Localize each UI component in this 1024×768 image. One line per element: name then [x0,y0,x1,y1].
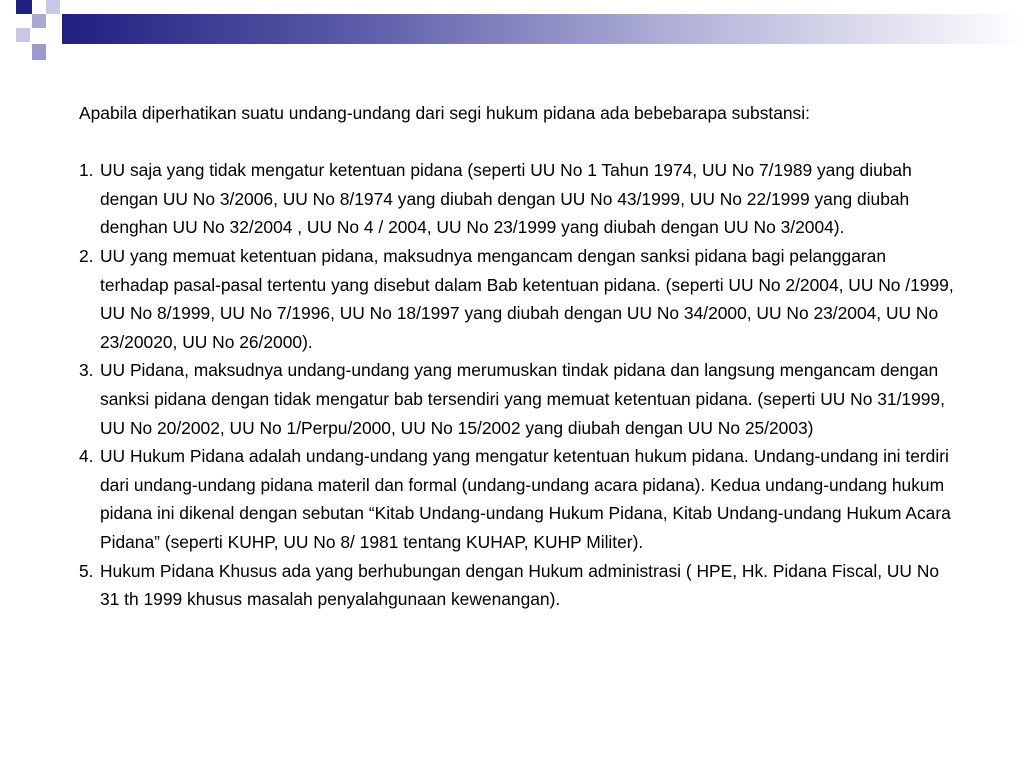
list-item-text: UU Hukum Pidana adalah undang-undang yang mengatur ketentuan hukum pidana. Undang-undang ini terdiri dari undang-undang pidana materil dan formal (undang-undang acara pidana). Kedua undang-undang hukum pidana ini dikenal dengan sebutan “Kitab Undang-undang Hukum Pidana, Kitab Undang-undang Hukum Acara Pidana” (seperti KUHP, UU No 8/ 1981 tentang KUHAP, KUHP Militer). [100,446,951,552]
slide-body [79,99,959,614]
list-item-text: UU Pidana, maksudnya undang-undang yang merumuskan tindak pidana dan langsung mengancam dengan sanksi pidana dengan tidak mengatur bab tersendiri yang memuat ketentuan pidana. (seperti UU No 31/1999, UU No 20/2002, UU No 1/Perpu/2000, UU No 15/2002 yang diubah dengan UU No 25/2003) [100,360,945,438]
intro-paragraph: Apabila diperhatikan suatu undang-undang dari segi hukum pidana ada bebebarapa substansi: [79,103,810,123]
list-item [79,356,959,442]
list-item [79,557,959,614]
substance-list [79,156,959,614]
list-item-number: 3. [79,360,94,381]
decorative-square [32,44,46,60]
list-item-number: 5. [79,560,94,581]
list-item-number: 4. [79,446,94,467]
list-item-number: 1. [79,160,94,181]
list-item [79,156,959,242]
list-item-text: Hukum Pidana Khusus ada yang berhubungan dengan Hukum administrasi ( HPE, Hk. Pidana Fiscal, UU No 31 th 1999 khusus masalah penyalahgunaan kewenangan). [100,560,940,610]
decorative-square [0,14,16,28]
decorative-square [16,0,32,14]
list-item [79,442,959,556]
header-gradient-bar [62,14,1024,44]
decorative-square [46,0,60,14]
list-item-text: UU saja yang tidak mengatur ketentuan pidana (seperti UU No 1 Tahun 1974, UU No 7/1989 yang diubah dengan UU No 3/2006, UU No 8/1974 yang diubah dengan UU No 43/1999, UU No 22/1999 yang diubah denghan UU No 32/2004 , UU No 4 / 2004, UU No 23/1999 yang diubah dengan UU No 3/2004). [100,160,912,238]
list-item-number: 2. [79,245,94,266]
list-item [79,242,959,356]
decorative-square [16,28,30,42]
list-item-text: UU yang memuat ketentuan pidana, maksudnya mengancam dengan sanksi pidana bagi pelanggaran terhadap pasal-pasal tertentu yang disebut dalam Bab ketentuan pidana. (seperti UU No 2/2004, UU No /1999, UU No 8/1999, UU No 7/1996, UU No 18/1997 yang diubah dengan UU No 34/2000, UU No 23/2004, UU No 23/20020, UU No 26/2000). [100,245,954,352]
decorative-square [32,14,46,28]
